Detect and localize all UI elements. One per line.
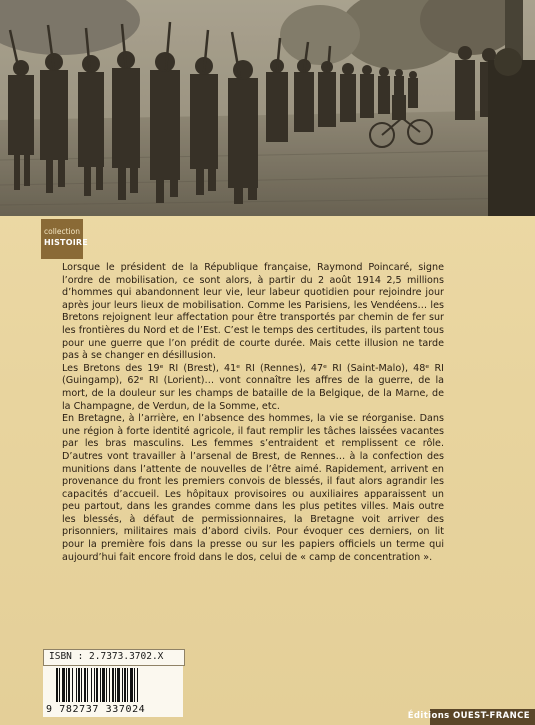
barcode-bar: [91, 668, 92, 702]
barcode-bar: [122, 668, 123, 702]
blurb-paragraph: Les Bretons des 19ᵉ RI (Brest), 41ᵉ RI (Rennes), 47ᵉ RI (Saint-Malo), 48ᵉ RI (Guingamp), 62ᵉ RI (Lorient)… vont connaître les affres de la guerre, de la mort, de la douleur sur les champs de bataille de la Belgique, de la Marne, de la Champagne, de Verdun, de la Somme, etc.: [62, 362, 444, 412]
barcode-bar: [102, 668, 105, 702]
blurb-paragraph: En Bretagne, à l’arrière, en l’absence des hommes, la vie se réorganise. Dans une région à forte identité agricole, il faut remplir les tâches laissées vacantes par les bras masculins. Les femmes s’entraident et remplissent ce rôle. D’autres vont travailler à l’arsenal de Brest, de Rennes… à la confection des munitions dans l’attente de nouvelles de l’être aimé. Rapidement, arrivent en provenance du front les premiers convois de blessés, il faut alors agrandir les capacités d’accueil. Les hôpitaux provisoires ou auxiliaires apparaissent un peu partout, dans les grandes comme dans les plus petites villes. Mais outre les blessés, à défaut de permissionnaires, la Bretagne voit arriver des prisonniers, militaires mais d’abord civils. Pour évoquer ces derniers, on lit pour la première fois dans la presse ou sur les papiers officiels un terme qui aujourd’hui fait encore froid dans le dos, celui de « camp de concentration ».: [62, 413, 444, 563]
barcode-bar: [84, 668, 86, 702]
barcode-bar: [68, 668, 70, 702]
barcode-bar: [134, 668, 135, 702]
barcode-bar: [59, 668, 60, 702]
barcode-bar: [137, 668, 138, 702]
barcode-bars: [56, 668, 170, 702]
isbn-text: ISBN : 2.7373.3702.X: [49, 651, 164, 662]
barcode-bar: [117, 668, 120, 702]
barcode-digits: 9 782737 337024: [46, 704, 146, 715]
barcode-bar: [106, 668, 107, 702]
publisher-bar: [407, 709, 535, 725]
barcode-bar: [62, 668, 65, 702]
barcode-bar: [66, 668, 67, 702]
barcode-bar: [96, 668, 98, 702]
barcode-bar: [94, 668, 95, 702]
barcode-bar: [130, 668, 133, 702]
back-cover-blurb: [62, 262, 444, 564]
isbn-box: [43, 649, 185, 666]
barcode-bar: [81, 668, 82, 702]
barcode-bar: [115, 668, 116, 702]
collection-label: collection: [44, 227, 80, 236]
barcode-bar: [76, 668, 77, 702]
publisher-name: Éditions OUEST-FRANCE: [407, 711, 530, 721]
barcode-bar: [124, 668, 126, 702]
collection-badge: [41, 219, 88, 259]
barcode-bar: [100, 668, 101, 702]
barcode-bar: [72, 668, 73, 702]
cover-photo-marching-soldiers: [0, 0, 535, 216]
barcode-bar: [56, 668, 58, 702]
barcode: [43, 666, 183, 717]
barcode-bar: [109, 668, 110, 702]
barcode-bar: [112, 668, 114, 702]
barcode-bar: [87, 668, 88, 702]
barcode-bar: [78, 668, 80, 702]
barcode-bar: [127, 668, 128, 702]
collection-name: HISTOIRE: [44, 238, 88, 247]
blurb-paragraph: Lorsque le président de la République française, Raymond Poincaré, signe l’ordre de mobilisation, ce sont alors, à partir du 2 août 1914 2,5 millions d’hommes qui abandonnent leur vie, leur labeur quotidien pour rejoindre jour après jour leurs lieux de mobilisation. Comme les Parisiens, les Vendéens… les Bretons rejoignent leur affectation pour être transportés par chemin de fer sur les frontières du Nord et de l’Est. C’est le temps des certitudes, ils partent tous pour une guerre que l’on prédit de courte durée. Mais cette illusion ne tarde pas à se changer en désillusion.: [62, 262, 444, 362]
